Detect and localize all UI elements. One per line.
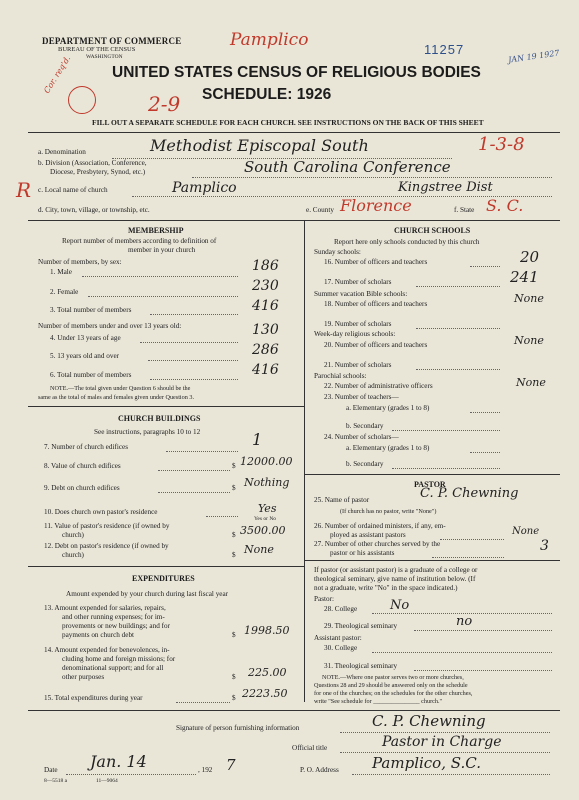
po-address-line bbox=[352, 774, 550, 775]
sunday-schools-label: Sunday schools: bbox=[314, 248, 361, 256]
divider bbox=[28, 566, 304, 567]
column-divider bbox=[304, 220, 305, 702]
membership-subtitle-2: member in your church bbox=[128, 246, 196, 254]
dot-leader bbox=[148, 360, 238, 361]
by-sex-label: Number of members, by sex: bbox=[38, 258, 122, 266]
district-value: Kingstree Dist bbox=[398, 180, 493, 195]
q13-line-3: provements or new buildings; and for bbox=[62, 622, 170, 630]
denomination-label: a. Denomination bbox=[38, 148, 86, 156]
q22-value: None bbox=[516, 376, 546, 389]
pastor-sub-label: Pastor: bbox=[314, 595, 334, 603]
q20-label: 20. Number of officers and teachers bbox=[324, 341, 428, 349]
dot-leader bbox=[416, 286, 500, 287]
form-instruction: FILL OUT A SEPARATE SCHEDULE FOR EACH CHURCH. SEE INSTRUCTIONS ON THE BACK OF THIS SHEET bbox=[92, 118, 484, 127]
weekday-schools-label: Week-day religious schools: bbox=[314, 330, 396, 338]
q26-line-2: ployed as assistant pastors bbox=[330, 531, 406, 539]
divider bbox=[28, 132, 560, 133]
q20-value: None bbox=[514, 334, 544, 347]
pastor-note-1: NOTE.—Where one pastor serves two or more churches, bbox=[322, 674, 464, 681]
dot-leader bbox=[82, 276, 238, 277]
q22-label: 22. Number of administrative officers bbox=[324, 382, 433, 390]
dot-leader bbox=[140, 342, 238, 343]
dot-leader bbox=[150, 379, 238, 380]
divider bbox=[28, 406, 304, 407]
pastor-note-4: write "See schedule for _______________ church." bbox=[314, 698, 443, 705]
red-circle-mark bbox=[68, 86, 96, 114]
department-label: DEPARTMENT OF COMMERCE bbox=[42, 36, 182, 46]
residence-debt-value: None bbox=[244, 543, 274, 556]
dollar-sign: $ bbox=[232, 631, 236, 639]
female-label: 2. Female bbox=[50, 288, 79, 296]
q23b-label: b. Secondary bbox=[346, 422, 384, 430]
pastor-name-value: C. P. Chewning bbox=[420, 486, 519, 501]
q24-label: 24. Number of scholars— bbox=[324, 433, 399, 441]
owns-residence-value: Yes bbox=[258, 502, 277, 515]
pastor-note-3: for one of the churches; on the schedules for the other churches, bbox=[314, 690, 473, 697]
dot-leader bbox=[470, 452, 500, 453]
dot-leader bbox=[414, 670, 552, 671]
q17-label: 17. Number of scholars bbox=[324, 278, 392, 286]
q16-value: 20 bbox=[520, 248, 540, 266]
total-expenditures-value: 2223.50 bbox=[242, 687, 288, 700]
pastor-name-hint: (If church has no pastor, write "None") bbox=[340, 508, 437, 515]
date-line bbox=[66, 774, 196, 775]
handwritten-code: 2-9 bbox=[148, 92, 181, 116]
q14-value: 225.00 bbox=[248, 666, 287, 679]
residence-debt-label: 12. Debt on pastor's residence (if owned by bbox=[44, 542, 169, 550]
q27-line-2: pastor or his assistants bbox=[330, 549, 395, 557]
q17-value: 241 bbox=[510, 268, 539, 286]
dot-leader bbox=[158, 470, 230, 471]
form-subtitle: SCHEDULE: 1926 bbox=[202, 86, 332, 103]
bureau-label: BUREAU OF THE CENSUS bbox=[58, 46, 136, 53]
parochial-schools-label: Parochial schools: bbox=[314, 372, 367, 380]
divider bbox=[304, 560, 560, 561]
margin-r-mark: R bbox=[16, 178, 32, 202]
edifices-count-value: 1 bbox=[252, 430, 263, 449]
residence-value-value: 3500.00 bbox=[240, 524, 286, 537]
county-value: Florence bbox=[340, 196, 412, 215]
male-label: 1. Male bbox=[50, 268, 72, 276]
edifices-debt-value: Nothing bbox=[244, 476, 290, 489]
state-label: f. State bbox=[454, 206, 475, 214]
q21-label: 21. Number of scholars bbox=[324, 361, 392, 369]
q23a-label: a. Elementary (grades 1 to 8) bbox=[346, 404, 430, 412]
print-number: 11—9064 bbox=[96, 778, 118, 784]
received-stamp: JAN 19 1927 bbox=[507, 48, 560, 65]
q24b-label: b. Secondary bbox=[346, 460, 384, 468]
po-address-label: P. O. Address bbox=[300, 766, 339, 774]
pastor-heading: PASTOR bbox=[414, 480, 446, 489]
serial-number: 11257 bbox=[424, 42, 465, 57]
state-value: S. C. bbox=[486, 196, 524, 215]
summer-schools-label: Summer vacation Bible schools: bbox=[314, 290, 408, 298]
date-value: Jan. 14 bbox=[90, 752, 147, 771]
membership-note-2: same as the total of males and females given under Question 3. bbox=[38, 394, 195, 401]
q18-value: None bbox=[514, 292, 544, 305]
divider bbox=[304, 474, 560, 475]
church-schools-heading: CHURCH SCHOOLS bbox=[394, 226, 471, 235]
edifices-debt-label: 9. Debt on church edifices bbox=[44, 484, 120, 492]
residence-value-label-2: church) bbox=[62, 531, 84, 539]
edifices-value-value: 12000.00 bbox=[240, 455, 293, 468]
dot-leader bbox=[176, 702, 230, 703]
dot-leader bbox=[416, 369, 500, 370]
female-value: 230 bbox=[252, 278, 279, 294]
q29-value: no bbox=[456, 614, 473, 629]
city-field-label: d. City, town, village, or township, etc. bbox=[38, 206, 150, 214]
q14-line-4: other purposes bbox=[62, 673, 105, 681]
membership-subtitle-1: Report number of members according to definition of bbox=[62, 237, 217, 245]
form-number: 8—5518 a bbox=[44, 778, 68, 784]
division-label: b. Division (Association, Conference, bbox=[38, 159, 147, 167]
dot-leader bbox=[416, 328, 500, 329]
q13-line-4: payments on church debt bbox=[62, 631, 135, 639]
under-13-label: 4. Under 13 years of age bbox=[50, 334, 121, 342]
signature-label: Signature of person furnishing information bbox=[176, 724, 300, 732]
handwritten-church-name: Pamplico bbox=[230, 30, 309, 50]
graduate-line-3: not a graduate, write "No" in the space indicated.) bbox=[314, 584, 458, 592]
dot-leader bbox=[158, 492, 230, 493]
dot-leader bbox=[432, 557, 504, 558]
denomination-code: 1-3-8 bbox=[478, 134, 525, 155]
total-members-label: 3. Total number of members bbox=[50, 306, 132, 314]
dot-leader bbox=[150, 314, 238, 315]
yes-no-hint: Yes or No bbox=[254, 516, 277, 522]
local-name-value: Pamplico bbox=[172, 180, 237, 196]
q27-line-1: 27. Number of other churches served by the bbox=[314, 540, 441, 548]
dot-leader bbox=[392, 430, 500, 431]
q24a-label: a. Elementary (grades 1 to 8) bbox=[346, 444, 430, 452]
denomination-value: Methodist Episcopal South bbox=[150, 136, 369, 155]
q28-value: No bbox=[390, 598, 410, 613]
over-13-value: 286 bbox=[252, 342, 279, 358]
division-label-2: Diocese, Presbytery, Synod, etc.) bbox=[50, 168, 146, 176]
form-title: UNITED STATES CENSUS OF RELIGIOUS BODIES bbox=[112, 64, 481, 81]
divider bbox=[28, 220, 560, 221]
q18-label: 18. Number of officers and teachers bbox=[324, 300, 428, 308]
dot-leader bbox=[166, 451, 238, 452]
q13-line-1: 13. Amount expended for salaries, repairs, bbox=[44, 604, 166, 612]
male-value: 186 bbox=[252, 258, 279, 274]
dot-leader bbox=[206, 516, 238, 517]
q14-line-2: cluding home and foreign missions; for bbox=[62, 655, 176, 663]
assistant-pastor-label: Assistant pastor: bbox=[314, 634, 362, 642]
divider bbox=[28, 710, 560, 711]
dollar-sign: $ bbox=[232, 551, 236, 559]
official-title-label: Official title bbox=[292, 744, 328, 752]
graduate-line-2: theological seminary, give name of institution below. (If bbox=[314, 575, 476, 583]
margin-note: Cor. req'd. bbox=[42, 54, 73, 95]
q26-line-1: 26. Number of ordained ministers, if any, em- bbox=[314, 522, 446, 530]
residence-debt-label-2: church) bbox=[62, 551, 84, 559]
dollar-sign: $ bbox=[232, 531, 236, 539]
year-value: 7 bbox=[226, 756, 236, 774]
dot-leader bbox=[392, 468, 500, 469]
dollar-sign: $ bbox=[232, 694, 236, 702]
expenditures-heading: EXPENDITURES bbox=[132, 574, 195, 583]
edifices-count-label: 7. Number of church edifices bbox=[44, 443, 129, 451]
owns-residence-label: 10. Does church own pastor's residence bbox=[44, 508, 158, 516]
dot-leader bbox=[470, 266, 500, 267]
city-label: WASHINGTON bbox=[86, 54, 123, 60]
official-title-line bbox=[340, 752, 550, 753]
total-members-value: 416 bbox=[252, 298, 279, 314]
q26-value: None bbox=[512, 526, 540, 537]
dollar-sign: $ bbox=[232, 462, 236, 470]
signature-line bbox=[340, 732, 550, 733]
membership-note-1: NOTE.—The total given under Question 6 should be the bbox=[50, 385, 191, 392]
dot-leader bbox=[470, 412, 500, 413]
date-label: Date bbox=[44, 766, 58, 774]
q28-label: 28. College bbox=[324, 605, 358, 613]
official-title-value: Pastor in Charge bbox=[382, 734, 502, 750]
q30-label: 30. College bbox=[324, 644, 358, 652]
po-address-value: Pamplico, S.C. bbox=[372, 754, 481, 772]
q29-label: 29. Theological seminary bbox=[324, 622, 398, 630]
pastor-name-label: 25. Name of pastor bbox=[314, 496, 370, 504]
q13-value: 1998.50 bbox=[244, 624, 290, 637]
over-13-label: 5. 13 years old and over bbox=[50, 352, 120, 360]
dot-leader bbox=[88, 296, 238, 297]
dot-leader bbox=[414, 630, 552, 631]
q14-line-1: 14. Amount expended for benevolences, in- bbox=[44, 646, 170, 654]
dollar-sign: $ bbox=[232, 673, 236, 681]
total-members-2-label: 6. Total number of members bbox=[50, 371, 132, 379]
dot-leader bbox=[440, 539, 504, 540]
church-buildings-subtitle: See instructions, paragraphs 10 to 12 bbox=[94, 428, 201, 436]
dot-leader bbox=[372, 652, 552, 653]
dollar-sign: $ bbox=[232, 484, 236, 492]
division-line bbox=[192, 177, 552, 178]
expenditures-subtitle: Amount expended by your church during last fiscal year bbox=[66, 590, 229, 598]
county-label: e. County bbox=[306, 206, 334, 214]
q16-label: 16. Number of officers and teachers bbox=[324, 258, 428, 266]
q23-label: 23. Number of teachers— bbox=[324, 393, 399, 401]
edifices-value-label: 8. Value of church edifices bbox=[44, 462, 121, 470]
age-label: Number of members under and over 13 years old: bbox=[38, 322, 182, 330]
under-13-value: 130 bbox=[252, 322, 279, 338]
q31-label: 31. Theological seminary bbox=[324, 662, 398, 670]
pastor-note-2: Questions 28 and 29 should be answered only on the schedule bbox=[314, 682, 468, 689]
residence-value-label: 11. Value of pastor's residence (if owned by bbox=[44, 522, 170, 530]
total-expenditures-label: 15. Total expenditures during year bbox=[44, 694, 143, 702]
division-value: South Carolina Conference bbox=[244, 158, 451, 176]
graduate-line-1: If pastor (or assistant pastor) is a graduate of a college or bbox=[314, 566, 478, 574]
q19-label: 19. Number of scholars bbox=[324, 320, 392, 328]
year-prefix: , 192 bbox=[198, 766, 213, 774]
membership-heading: MEMBERSHIP bbox=[128, 226, 184, 235]
church-buildings-heading: CHURCH BUILDINGS bbox=[118, 414, 201, 423]
q13-line-2: and other running expenses; for im- bbox=[62, 613, 165, 621]
q27-value: 3 bbox=[540, 538, 549, 554]
local-name-label: c. Local name of church bbox=[38, 186, 108, 194]
q14-line-3: denominational support; and for all bbox=[62, 664, 164, 672]
signature-value: C. P. Chewning bbox=[372, 712, 486, 730]
total-members-2-value: 416 bbox=[252, 362, 279, 378]
church-schools-subtitle: Report here only schools conducted by this church bbox=[334, 238, 480, 246]
